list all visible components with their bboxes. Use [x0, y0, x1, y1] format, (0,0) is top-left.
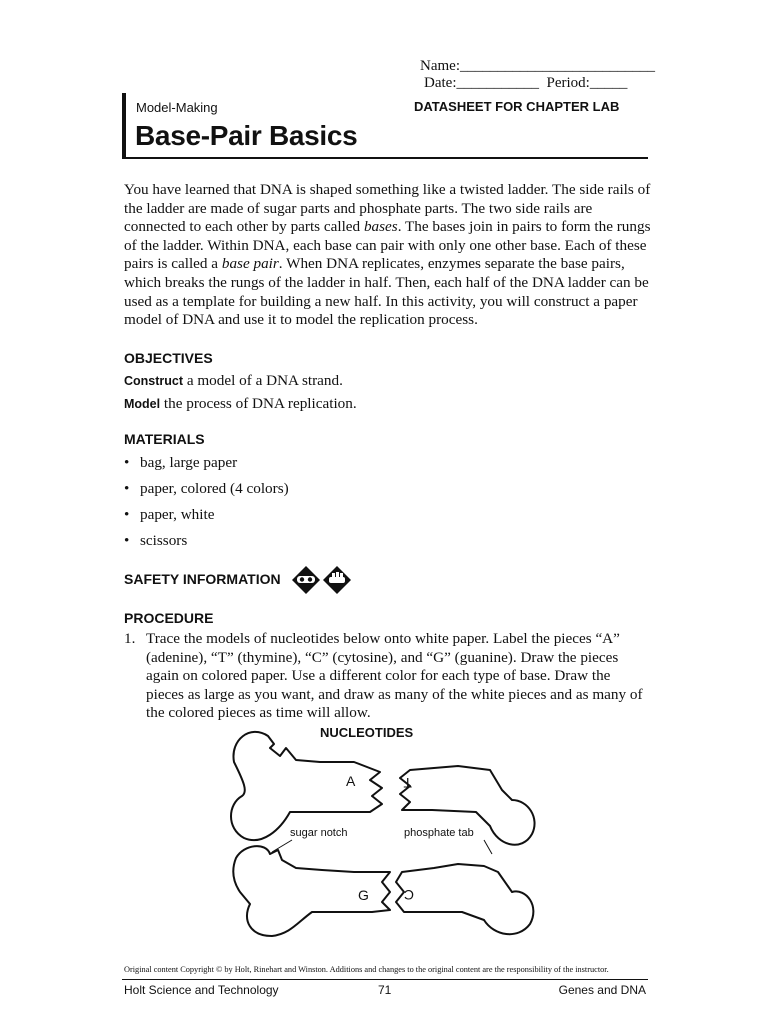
material-item [124, 480, 289, 498]
footer-book-title: Holt Science and Technology [124, 983, 279, 997]
datasheet-label: DATASHEET FOR CHAPTER LAB [414, 99, 620, 114]
copyright-notice: Original content Copyright © by Holt, Rinehart and Winston. Additions and changes to the original content are the responsibility of the instructor. [124, 965, 609, 974]
intro-paragraph [124, 181, 654, 330]
callout-line [484, 840, 492, 854]
figure-title: NUCLEOTIDES [320, 725, 414, 740]
date-label: Date: [424, 75, 457, 91]
material-text: scissors [140, 532, 188, 549]
material-text: paper, white [140, 506, 215, 523]
period-blank: _____ [589, 75, 628, 91]
label-t: T [403, 775, 412, 791]
date-blank: ___________ [456, 75, 539, 91]
objective-item [124, 395, 357, 413]
footer-chapter: Genes and DNA [558, 983, 646, 997]
nucleotide-a-shape [231, 732, 382, 840]
label-a: A [346, 773, 356, 789]
step-number: 1. [124, 630, 136, 647]
callout-phosphate-tab: phosphate tab [404, 827, 474, 839]
step-text: Trace the models of nucleotides below onto white paper. Label the pieces “A” (adenine), “T” (thymine), “C” (cytosine), and “G” (guanine). Draw the pieces again on colored paper. Use a different color for each type of base. Draw the pieces as large as you want, and draw as many of the white pieces and as many of the colored pieces as time will allow. [146, 630, 643, 722]
intro-text-2: . The bases join in pairs to form the rungs of the ladder. Within DNA, each base can pair with only one other base. Each of these pairs is called a [124, 218, 651, 273]
bullet: • [124, 454, 130, 471]
name-field-line: Name:__________________________ [420, 58, 655, 74]
label-g: G [358, 887, 369, 903]
objective-verb: Model [124, 397, 161, 411]
nucleotides-figure [222, 722, 562, 962]
procedure-step [124, 630, 652, 723]
callout-line [272, 840, 292, 852]
safety-icons [291, 565, 355, 600]
materials-heading: MATERIALS [124, 431, 205, 447]
term-base-pair: base pair [221, 255, 279, 273]
nucleotide-c-shape [396, 864, 533, 934]
bullet: • [124, 480, 130, 497]
material-item [124, 454, 237, 472]
objectives-heading: OBJECTIVES [124, 350, 213, 366]
safety-heading: SAFETY INFORMATION [124, 571, 281, 587]
date-period-line [424, 75, 627, 92]
page-title: Base-Pair Basics [135, 120, 358, 151]
intro-text-3: . When DNA replicates, enzymes separate the base pairs, which breaks the rungs of the ladder in half. Then, each half of the DNA ladder can be used as a template for building a new half. In this activity, you will construct a paper model of DNA and use it to model the replication process. [124, 255, 649, 329]
material-item [124, 506, 214, 524]
label-c: C [403, 887, 414, 903]
objective-verb: Construct [124, 374, 184, 388]
intro-text-1: You have learned that DNA is shaped something like a twisted ladder. The side rails of the ladder are made of sugar parts and phosphate parts. The two side rails are connected to each other by parts called [124, 181, 651, 236]
footer-rule [122, 979, 648, 980]
term-bases: bases [363, 218, 398, 236]
procedure-heading: PROCEDURE [124, 610, 214, 626]
objective-text: a model of a DNA strand. [183, 372, 343, 389]
eye-protection-icon [292, 566, 320, 594]
bullet: • [124, 506, 130, 523]
header-rule [122, 157, 648, 159]
period-label: Period: [546, 75, 590, 91]
page-number: 71 [378, 983, 392, 997]
objective-item [124, 372, 343, 390]
material-text: bag, large paper [140, 454, 238, 471]
header-left-bar [122, 93, 126, 158]
material-text: paper, colored (4 colors) [140, 480, 289, 497]
material-item [124, 532, 187, 550]
hand-safety-icon [323, 566, 351, 594]
section-label: Model-Making [136, 100, 218, 115]
objective-text: the process of DNA replication. [160, 395, 357, 412]
bullet: • [124, 532, 130, 549]
callout-sugar-notch: sugar notch [290, 827, 348, 839]
